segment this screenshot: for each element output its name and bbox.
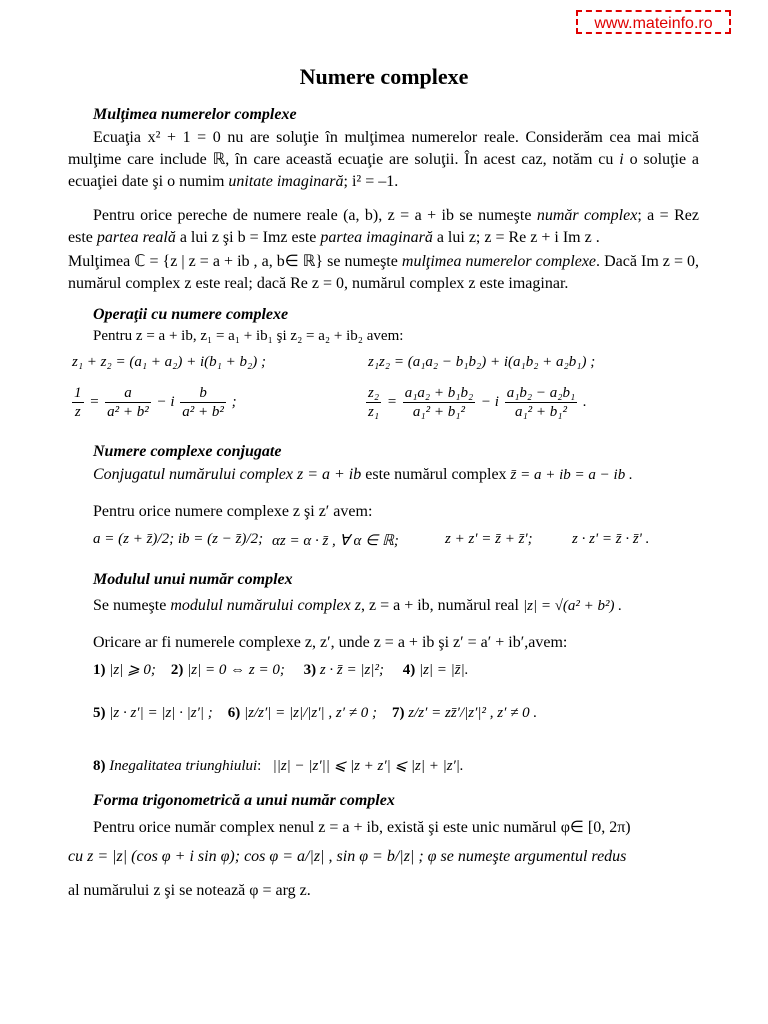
trig-form-paragraph: Pentru orice număr complex nenul z = a + ib, există şi este unic numărul φ∈ [0, 2π) <box>93 819 631 836</box>
conjugate-properties-intro: Pentru orice numere complexe z şi z′ avem: <box>93 503 373 520</box>
modulus-properties-row2: 5) |z · z′| = |z| · |z′| ; 6) |z/z′| = |z|/|z′| , z′ ≠ 0 ; 7) z/z′ = zz̄′/|z′|² , z′ ≠ 0 . <box>93 705 538 721</box>
modulus-properties-intro: Oricare ar fi numerele complexe z, z′, unde z = a + ib şi z′ = a′ + ib′,avem: <box>93 634 568 651</box>
paragraph-intro: Ecuaţia x² + 1 = 0 nu are soluţie în mulţimea numerelor reale. Considerăm cea mai mică mulţime care include ℝ, în care această ecuaţie are soluţii. În acest caz, notăm cu i o soluţie a ecuaţiei date şi o numim unitate imaginară; i² = –1. <box>68 129 700 190</box>
heading-modulus: Modulul unui număr complex <box>93 571 293 588</box>
triangle-inequality: 8) Inegalitatea triunghiului: ||z| − |z′|| ⩽ |z + z′| ⩽ |z| + |z′|. <box>93 758 464 774</box>
formula-sum-conjugate: z + z' = z̄ + z̄'; <box>445 531 533 547</box>
page-title: Numere complexe <box>299 64 469 89</box>
trig-form-formula: cu z = |z| (cos φ + i sin φ); cos φ = a/|z| , sin φ = b/|z| ; φ se numeşte argumentul redus <box>68 848 627 865</box>
conjugate-definition: Conjugatul numărului complex z = a + ib este numărul complex z̄ = a + ib = a − ib . <box>93 466 633 483</box>
modulus-properties-row1: 1) |z| ⩾ 0; 2) |z| = 0 ⇔ z = 0; 3) z · z̄ = |z|²; 4) |z| = |z̄|. <box>93 662 469 678</box>
modulus-definition: Se numeşte modulul numărului complex z, z = a + ib, numărul real |z| = √(a² + b²) . <box>93 597 623 614</box>
operations-intro: Pentru z = a + ib, z₁ = a₁ + ib₁ şi z₂ = a₂ + ib₂ avem: <box>93 328 404 344</box>
paragraph-definition: Pentru orice pereche de numere reale (a, b), z = a + ib se numeşte număr complex; a = Rez este partea reală a lui z şi b = Imz este partea imaginară a lui z; z = Re z + i Im z . <box>68 207 699 246</box>
formula-product-conjugate: z · z' = z̄ · z̄' . <box>572 531 650 547</box>
formula-product: z₁z₂ = (a₁a₂ − b₁b₂) + i(a₁b₂ + a₂b₁) ; <box>368 354 596 370</box>
paragraph-complex-set: Mulţimea ℂ = {z | z = a + ib , a, b∈ ℝ} se numeşte mulţimea numerelor complexe. Dacă Im z = 0, numărul complex z este real; dacă Re z = 0, numărul complex z este imaginar. <box>68 253 700 292</box>
heading-operations: Operaţii cu numere complexe <box>93 306 289 323</box>
formula-quotient: $\frac{\text{z₂}}{\text{z₁}}$ = $\frac{\text{a₁a₂ + b₁b₂}}{\text{a₁² + b₁²}}$ − i $\frac{\text{a₁b₂ − a₂b₁}}{\text{a₁² + b₁²}}$ . <box>368 385 587 420</box>
trig-form-arg: al numărului z şi se notează φ = arg z. <box>68 882 311 899</box>
formula-inverse: $\frac{1}{z}$ = $\frac{a}{\text{a² + b²}}$ − i $\frac{b}{\text{a² + b²}}$ ; <box>74 385 237 420</box>
formula-real-imag: a = (z + z̄)/2; ib = (z − z̄)/2; <box>93 531 264 547</box>
heading-conjugates: Numere complexe conjugate <box>93 443 282 460</box>
heading-trig-form: Forma trigonometrică a unui număr complex <box>93 792 395 809</box>
watermark-link[interactable]: www.mateinfo.ro <box>576 10 731 34</box>
heading-complex-set: Mulţimea numerelor complexe <box>93 106 297 123</box>
formula-sum: z₁ + z₂ = (a₁ + a₂) + i(b₁ + b₂) ; <box>72 354 266 370</box>
formula-scalar-conjugate: αz = α · z̄ , ∀ α ∈ ℝ; <box>272 533 399 549</box>
